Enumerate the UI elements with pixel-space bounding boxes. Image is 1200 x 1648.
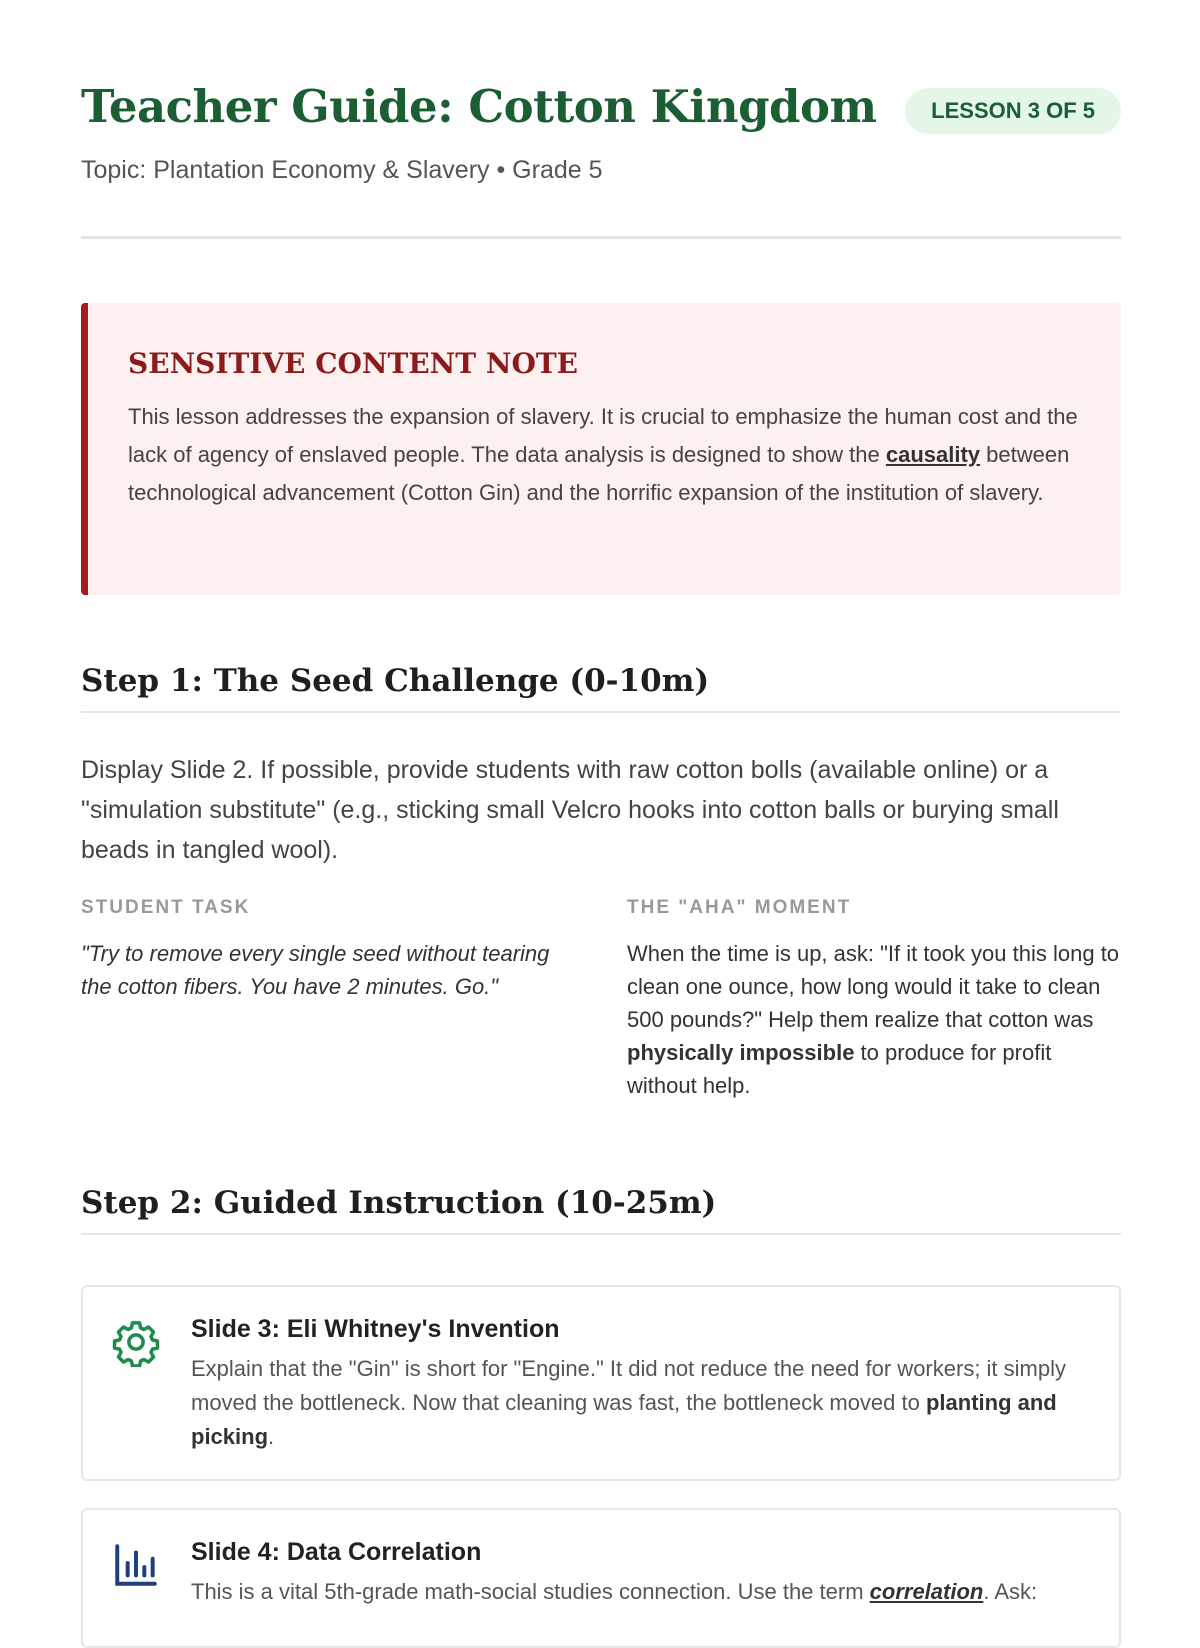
slide-card-data-correlation [81,1508,1121,1648]
teacher-guide-page [81,0,1121,1604]
aha-emphasis: physically impossible [627,1040,855,1065]
gear-icon [111,1317,161,1367]
bar-chart-icon [111,1540,161,1590]
card-body [191,1352,1089,1454]
aha-text-before: When the time is up, ask: "If it took you this long to clean one ounce, how long would it take to clean 500 pounds?" Help them realize that cotton was [627,941,1120,1032]
note-text-after: between technological advancement (Cotton Gin) and the horrific expansion of the institution of slavery. [128,442,1070,505]
step1-intro: Display Slide 2. If possible, provide students with raw cotton bolls (available online) or a "simulation substitute" (e.g., sticking small Velcro hooks into cotton balls or burying small beads in tangled wool). [81,756,1059,864]
note-text-before: This lesson addresses the expansion of slavery. It is crucial to emphasize the human cost and the lack of agency of enslaved people. The data analysis is designed to show the [128,404,1078,467]
sensitive-content-note [81,303,1121,595]
card-text-after: . [268,1424,275,1449]
card-emphasis: planting and picking [191,1390,1057,1449]
student-task-label: STUDENT TASK [81,897,251,918]
aha-text-after: to produce for profit without help. [627,1040,1052,1098]
card-title: Slide 4: Data Correlation [191,1538,482,1566]
page-subtitle: Topic: Plantation Economy & Slavery • Grade 5 [81,156,603,184]
guide-header [81,0,1121,239]
card-title: Slide 3: Eli Whitney's Invention [191,1315,560,1343]
lesson-badge: LESSON 3 OF 5 [905,88,1121,134]
student-task-quote: "Try to remove every single seed without tearing the cotton fibers. You have 2 minutes. Go." [81,941,550,999]
student-task-column [81,897,561,1003]
aha-moment-text [627,937,1127,1102]
card-emphasis: correlation [869,1579,984,1604]
step2-heading: Step 2: Guided Instruction (10-25m) [81,1185,1121,1235]
step1-heading: Step 1: The Seed Challenge (0-10m) [81,663,1121,713]
card-text-after: . Ask: [983,1579,1038,1604]
aha-moment-label: THE "AHA" MOMENT [627,897,852,918]
card-text-before: This is a vital 5th-grade math-social studies connection. Use the term [191,1579,870,1604]
note-keyword: causality [885,442,981,467]
note-title: SENSITIVE CONTENT NOTE [128,347,579,380]
card-text-before: Explain that the "Gin" is short for "Engine." It did not reduce the need for workers; it simply moved the bottleneck. Now that cleaning was fast, the bottleneck moved to [191,1356,1066,1415]
card-body [191,1575,1089,1609]
aha-moment-column [627,897,1127,1102]
slide-card-eli-whitney [81,1285,1121,1481]
note-body [128,398,1081,512]
page-title: Teacher Guide: Cotton Kingdom [81,80,877,133]
